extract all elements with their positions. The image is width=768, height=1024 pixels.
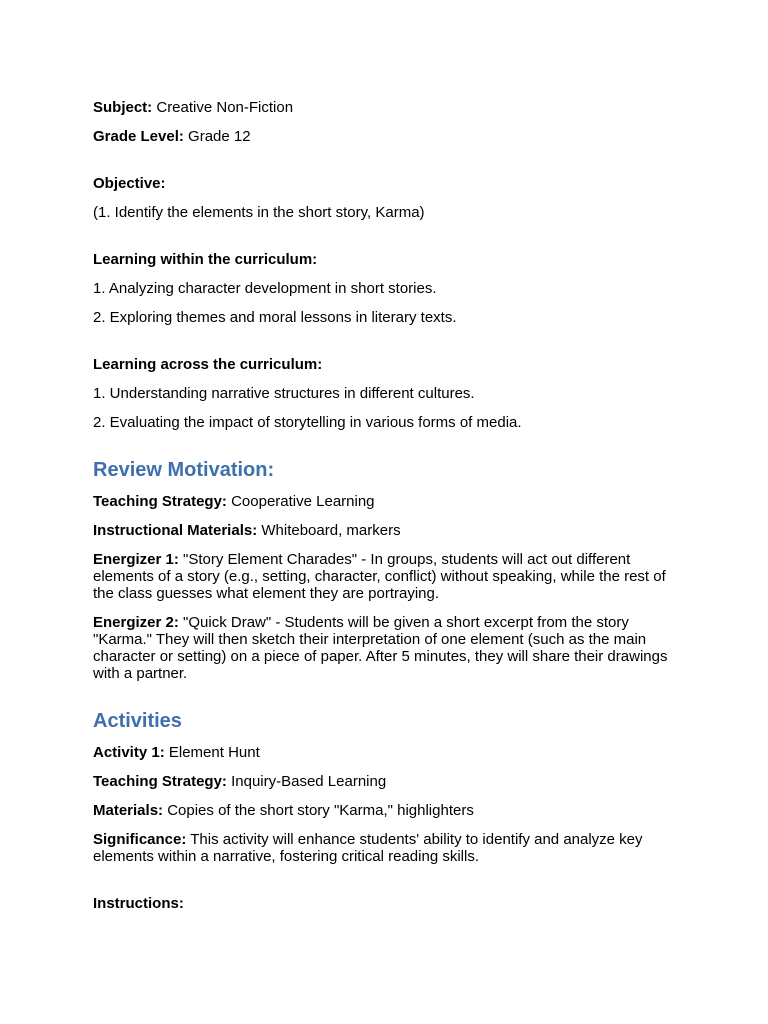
activity-1-value: Element Hunt: [168, 744, 260, 761]
objective-item: (1. Identify the elements in the short story, Karma): [93, 204, 425, 221]
instructions-heading: Instructions:: [93, 895, 184, 912]
across-item: 2. Evaluating the impact of storytelling in various forms of media.: [93, 414, 522, 431]
energizer-2-text: "Quick Draw" - Students will be given a short excerpt from the story "Karma." They will then sketch their interpretation of one element (such as the main character or setting) on a piece of paper. After 5 minutes, they will share their drawings with a partner.: [93, 614, 668, 682]
across-item: 1. Understanding narrative structures in different cultures.: [93, 385, 475, 402]
subject-value: Creative Non-Fiction: [156, 99, 294, 116]
energizer-2-paragraph: [93, 614, 683, 682]
activity-materials-label: Materials:: [93, 802, 164, 819]
subject-line: [93, 99, 683, 116]
activity-materials-value: Copies of the short story "Karma," highlighters: [167, 802, 474, 819]
within-item: 1. Analyzing character development in short stories.: [93, 280, 437, 297]
significance-paragraph: [93, 831, 683, 865]
review-strategy-value: Cooperative Learning: [231, 493, 375, 510]
energizer-1-label: Energizer 1:: [93, 551, 179, 568]
review-materials-value: Whiteboard, markers: [261, 522, 401, 539]
within-heading: Learning within the curriculum:: [93, 251, 318, 268]
activity-1-label: Activity 1:: [93, 744, 165, 761]
review-materials-label: Instructional Materials:: [93, 522, 258, 539]
significance-text: This activity will enhance students' ability to identify and analyze key elements within a narrative, fostering critical reading skills.: [93, 831, 643, 865]
grade-value: Grade 12: [188, 128, 251, 145]
activity-materials-line: [93, 802, 683, 819]
subject-label: Subject:: [93, 99, 153, 116]
energizer-2-label: Energizer 2:: [93, 614, 179, 631]
grade-line: [93, 128, 683, 145]
document-page: [93, 99, 683, 924]
review-strategy-label: Teaching Strategy:: [93, 493, 227, 510]
activity-strategy-label: Teaching Strategy:: [93, 773, 227, 790]
across-heading: Learning across the curriculum:: [93, 356, 323, 373]
objective-heading: Objective:: [93, 175, 166, 192]
energizer-1-paragraph: [93, 551, 683, 602]
activity-strategy-line: [93, 773, 683, 790]
review-strategy-line: [93, 493, 683, 510]
activities-title: Activities: [93, 710, 182, 732]
review-materials-line: [93, 522, 683, 539]
significance-label: Significance:: [93, 831, 187, 848]
review-motivation-title: Review Motivation:: [93, 459, 275, 481]
grade-label: Grade Level:: [93, 128, 184, 145]
activity-1-line: [93, 744, 683, 761]
activity-strategy-value: Inquiry-Based Learning: [231, 773, 387, 790]
energizer-1-text: "Story Element Charades" - In groups, students will act out different elements of a story (e.g., setting, character, conflict) without speaking, while the rest of the class guesses what element they are portraying.: [93, 551, 666, 602]
within-item: 2. Exploring themes and moral lessons in literary texts.: [93, 309, 457, 326]
